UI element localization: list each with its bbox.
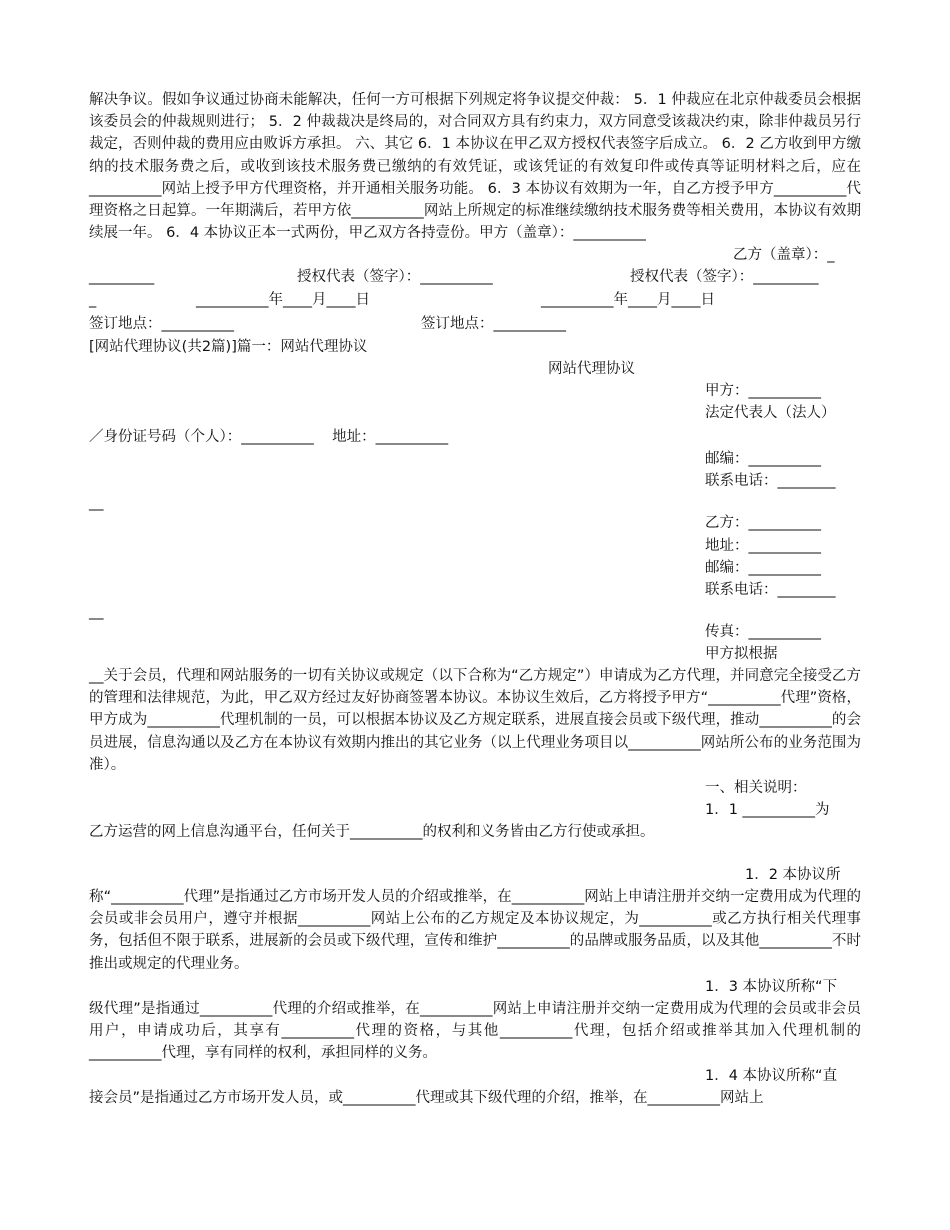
party-a-authorized-signature: 授权代表（签字）：__________ — [297, 269, 493, 285]
signature-blank-a: _________ — [89, 269, 155, 285]
clause-1-1-text: 乙方运营的网上信息沟通平台，任何关于__________的权利和义务皆由乙方行使或承担。 — [89, 824, 655, 840]
party-b-stamp: 乙方（盖章）：_ — [733, 247, 835, 263]
party-b-phone-blank-tail: __ — [89, 604, 104, 620]
intro-paragraph: __关于会员，代理和网站服务的一切有关协议或规定（以下合称为“乙方规定”）申请成为乙方代理，并同意完全接受乙方的管理和法律规范，为此，甲乙双方经过友好协商签署本协议。本协议生效后，乙方将授予甲方“__________代理”资格，甲方成为__________代理机制的一员，可以根据本协议及乙方规定联系，进展直接会员或下级代理，推动__________的会员进展，信息沟通以及乙方在本协议有效期内推出的其它业务（以上代理业务项目以__________网站所公布的业务范围为准）。 — [89, 668, 861, 773]
clause-1-2-text: 称“__________代理”是指通过乙方市场开发人员的介绍或推举，在__________网站上申请注册并交纳一定费用成为代理的会员或非会员用户，遵守并根据__________网站上公布的乙方规定及本协议规定，为__________或乙方执行相关代理事务，包括但不限于联系，进展新的会员或下级代理，宣传和维护__________的品牌或服务品质，以及其他__________不时推出或规定的代理业务。 — [89, 889, 861, 972]
fax-field: 传真：__________ — [705, 624, 821, 640]
party-a-sign-place: 签订地点：__________ — [89, 316, 234, 332]
section-1-heading: 一、相关说明： — [705, 780, 807, 796]
dispute-clause-paragraph: 解决争议。假如争议通过协商未能解决，任何一方可根据下列规定将争议提交仲裁： 5．1 仲裁应在北京仲裁委员会根据该委员会的仲裁规则进行； 5．2 仲裁裁决是终局的，对合同双方具有约束力，双方同意受该裁决约束，除非仲裁员另行裁定，否则仲裁的费用应由败诉方承担。 六、其它 6．1 本协议在甲乙双方授权代表签字后成立。 6．2 乙方收到甲方缴纳的技术服务费之后，或收到该技术服务费已缴纳的有效凭证，或该凭证的有效复印件或传真等证明材料之后，应在__________网站上授予甲方代理资格，并开通相关服务功能。 6．3 本协议有效期为一年，自乙方授予甲方__________代理资格之日起算。一年期满后，若甲方依__________网站上所规定的标准继续缴纳技术服务费等相关费用，本协议有效期续展一年。 6．4 本协议正本一式两份，甲乙双方各持壹份。甲方（盖章）：__________ — [89, 92, 861, 242]
party-a-phone-field: 联系电话：________ — [705, 473, 836, 489]
party-b-sign-date: __________年____月____日 — [541, 292, 715, 308]
party-b-phone-field: 联系电话：________ — [705, 582, 836, 598]
section-heading: [网站代理协议(共2篇)]篇一：网站代理协议 — [89, 339, 368, 355]
id-number-address-field: ／身份证号码（个人）：__________ 地址：__________ — [89, 429, 449, 445]
signature-blank-b: _ — [89, 292, 97, 308]
document-title: 网站代理协议 — [548, 361, 635, 377]
intro-start: 甲方拟根据 — [705, 646, 778, 662]
party-b-sign-place: 签订地点：__________ — [421, 316, 566, 332]
party-b-authorized-signature: 授权代表（签字）：_________ — [630, 269, 819, 285]
clause-1-1-start: 1．1 __________为 — [705, 802, 830, 818]
clause-1-3-text: 级代理”是指通过__________代理的介绍或推举，在__________网站上申请注册并交纳一定费用成为代理的会员或非会员用户，申请成功后，其享有__________代理的资格，与其他__________代理，包括介绍或推举其加入代理机制的__________代理，享有同样的权利，承担同样的义务。 — [89, 1001, 861, 1062]
party-b-postcode-field: 邮编：__________ — [705, 560, 821, 576]
party-b-field: 乙方：__________ — [705, 515, 821, 531]
party-a-field: 甲方：__________ — [705, 383, 821, 399]
clause-1-4-text: 接会员”是指通过乙方市场开发人员，或__________代理或其下级代理的介绍，推举，在__________网站上 — [89, 1090, 764, 1106]
clause-1-3-start: 1．3 本协议所称“下 — [705, 979, 838, 995]
party-a-postcode-field: 邮编：__________ — [705, 451, 821, 467]
party-a-phone-blank-tail: __ — [89, 495, 104, 511]
legal-representative-field: 法定代表人（法人） — [705, 405, 836, 421]
party-a-sign-date: __________年____月____日 — [196, 292, 370, 308]
clause-1-4-start: 1．4 本协议所称“直 — [705, 1068, 838, 1084]
clause-1-2-start: 1．2 本协议所 — [745, 867, 841, 883]
party-b-address-field: 地址：__________ — [705, 538, 821, 554]
